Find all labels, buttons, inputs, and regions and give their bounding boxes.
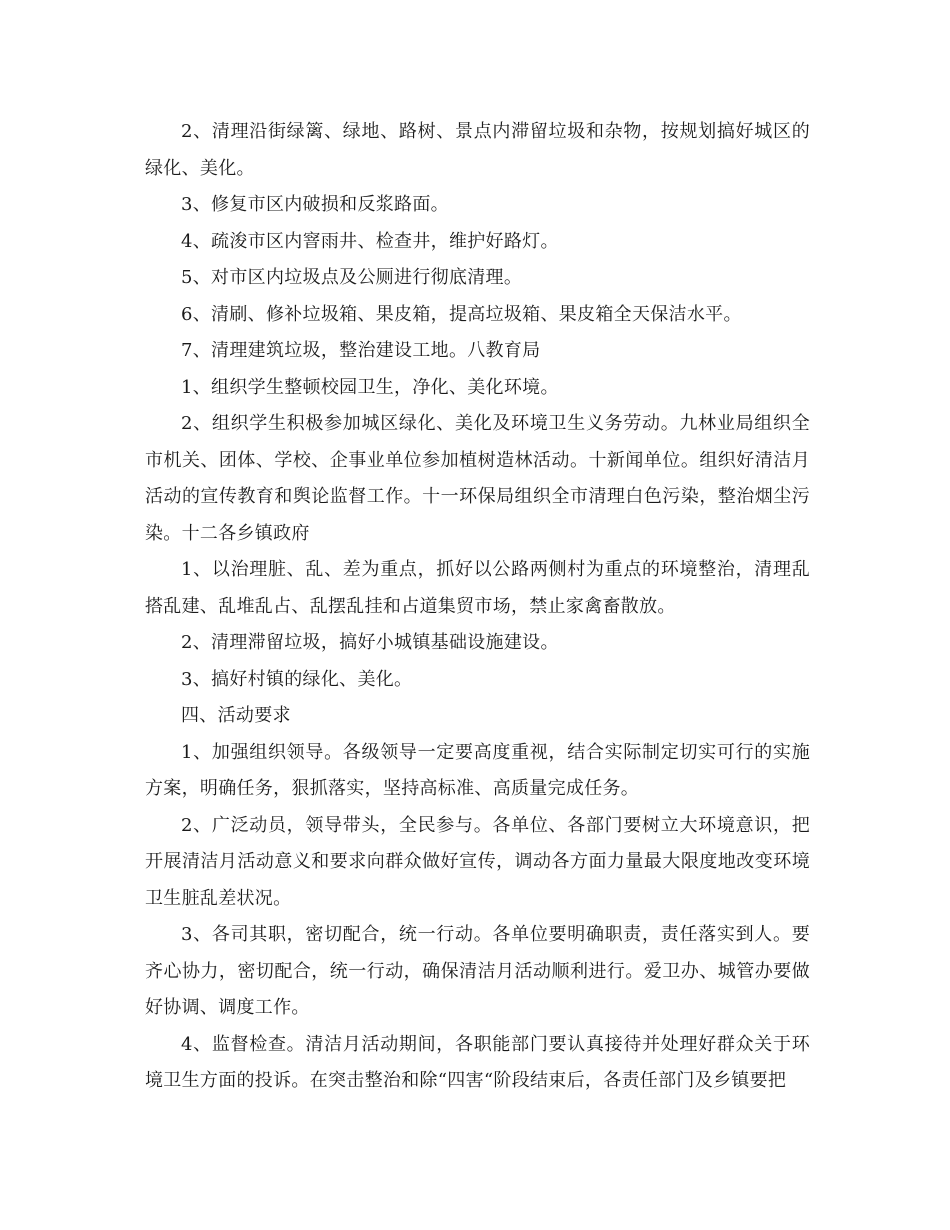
paragraph: 5、对市区内垃圾点及公厕进行彻底清理。 xyxy=(181,267,523,288)
paragraph: 4、疏浚市区内窨雨井、检查井，维护好路灯。 xyxy=(181,230,559,252)
paragraph: 7、清理建筑垃圾，整治建设工地。八教育局 xyxy=(181,340,541,361)
paragraph: 1、加强组织领导。各级领导一定要高度重视，结合实际制定切实可行的实施方案，明确任务，狠抓落实，坚持高标准、高质量完成任务。 xyxy=(145,741,810,799)
paragraph: 4、监督检查。清洁月活动期间，各职能部门要认真接待并处理好群众关于环境卫生方面的投诉。在突击整治和除“四害“阶段结束后，各责任部门及乡镇要把 xyxy=(145,1033,810,1091)
paragraph: 3、搞好村镇的绿化、美化。 xyxy=(181,668,413,690)
paragraph: 1、以治理脏、乱、差为重点，抓好以公路两侧村为重点的环境整治，清理乱搭乱建、乱堆乱占、乱摆乱挂和占道集贸市场，禁止家禽畜散放。 xyxy=(145,559,810,617)
paragraph: 2、组织学生积极参加城区绿化、美化及环境卫生义务劳动。九林业局组织全市机关、团体、学校、企事业单位参加植树造林活动。十新闻单位。组织好清洁月活动的宣传教育和舆论监督工作。十一环保局组织全市清理白色污染，整治烟尘污染。十二各乡镇政府 xyxy=(145,413,810,544)
paragraph: 3、修复市区内破损和反浆路面。 xyxy=(181,194,449,215)
section-heading: 四、活动要求 xyxy=(181,705,291,726)
paragraph: 3、各司其职，密切配合，统一行动。各单位要明确职责，责任落实到人。要齐心协力，密切配合，统一行动，确保清洁月活动顺利进行。爱卫办、城管办要做好协调、调度工作。 xyxy=(145,924,810,1018)
document-body xyxy=(145,114,810,1100)
paragraph: 2、广泛动员，领导带头，全民参与。各单位、各部门要树立大环境意识，把开展清洁月活动意义和要求向群众做好宣传，调动各方面力量最大限度地改变环境卫生脏乱差状况。 xyxy=(145,814,810,909)
paragraph: 2、清理滞留垃圾，搞好小城镇基础设施建设。 xyxy=(181,632,559,653)
paragraph: 1、组织学生整顿校园卫生，净化、美化环境。 xyxy=(181,376,559,398)
paragraph: 6、清刷、修补垃圾箱、果皮箱，提高垃圾箱、果皮箱全天保洁水平。 xyxy=(181,303,742,325)
paragraph: 2、清理沿街绿篱、绿地、路树、景点内滞留垃圾和杂物，按规划搞好城区的绿化、美化。 xyxy=(145,121,810,179)
